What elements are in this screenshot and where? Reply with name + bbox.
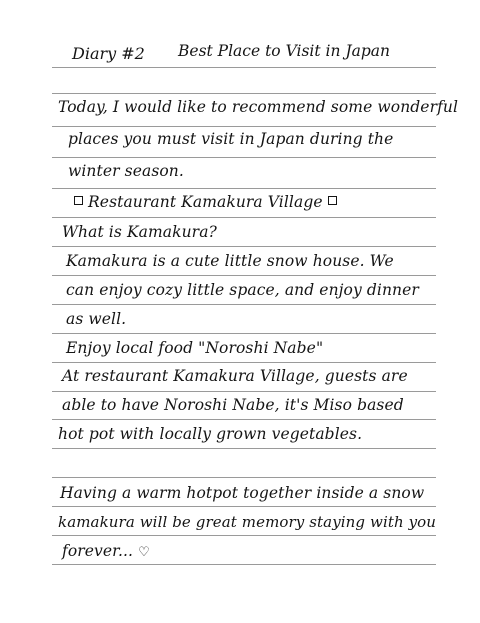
ruled-line	[52, 217, 436, 218]
text-line-content: as well.	[66, 310, 127, 328]
text-line	[66, 252, 394, 270]
text-line	[66, 310, 126, 328]
text-line-content: Enjoy local food "Noroshi Nabe"	[66, 339, 324, 357]
text-line-content: Having a warm hotpot together inside a snow	[60, 484, 425, 502]
text-line-content: hot pot with locally grown vegetables.	[58, 425, 363, 443]
text-line	[62, 542, 150, 560]
text-line	[66, 339, 323, 357]
square-bullet-icon	[328, 196, 337, 205]
text-line	[58, 425, 362, 443]
ruled-line	[52, 448, 436, 449]
text-line	[62, 367, 408, 385]
text-line	[60, 484, 424, 502]
text-line-content: Kamakura is a cute little snow house. We	[66, 252, 394, 270]
section-heading	[74, 193, 337, 211]
text-line-content: What is Kamakura?	[62, 223, 217, 241]
square-bullet-icon	[74, 196, 83, 205]
ruled-line	[52, 564, 436, 565]
ruled-line	[52, 362, 436, 363]
text-line	[58, 98, 458, 116]
ruled-line	[52, 506, 436, 507]
ruled-line	[52, 157, 436, 158]
text-line-content: winter season.	[68, 162, 184, 180]
ruled-line	[52, 535, 436, 536]
ruled-line	[52, 304, 436, 305]
ruled-line	[52, 188, 436, 189]
heart-icon: ♡	[138, 545, 150, 560]
page-title: Best Place to Visit in Japan	[178, 42, 390, 60]
ruled-line	[52, 67, 436, 68]
text-line-content: kamakura will be great memory staying with you	[58, 513, 437, 531]
ruled-line	[52, 477, 436, 478]
ruled-line	[52, 126, 436, 127]
diary-number: Diary #2	[72, 44, 145, 63]
ruled-line	[52, 419, 436, 420]
text-line-content: places you must visit in Japan during the	[68, 130, 394, 148]
text-line	[66, 281, 419, 299]
text-line-content: can enjoy cozy little space, and enjoy dinner	[66, 281, 419, 299]
text-line	[62, 223, 217, 241]
ruled-line	[52, 246, 436, 247]
ruled-line	[52, 391, 436, 392]
text-line-content: At restaurant Kamakura Village, guests are	[62, 367, 408, 385]
text-line	[68, 162, 184, 180]
text-line-content: able to have Noroshi Nabe, it's Miso based	[62, 396, 404, 414]
ruled-line	[52, 93, 436, 94]
text-line-content: forever...	[62, 542, 134, 560]
text-line	[68, 130, 393, 148]
text-line	[62, 396, 404, 414]
section-heading-label: Restaurant Kamakura Village	[88, 193, 323, 211]
ruled-line	[52, 275, 436, 276]
text-line	[58, 513, 436, 531]
text-line-content: Today, I would like to recommend some wonderful	[58, 98, 459, 116]
ruled-line	[52, 333, 436, 334]
